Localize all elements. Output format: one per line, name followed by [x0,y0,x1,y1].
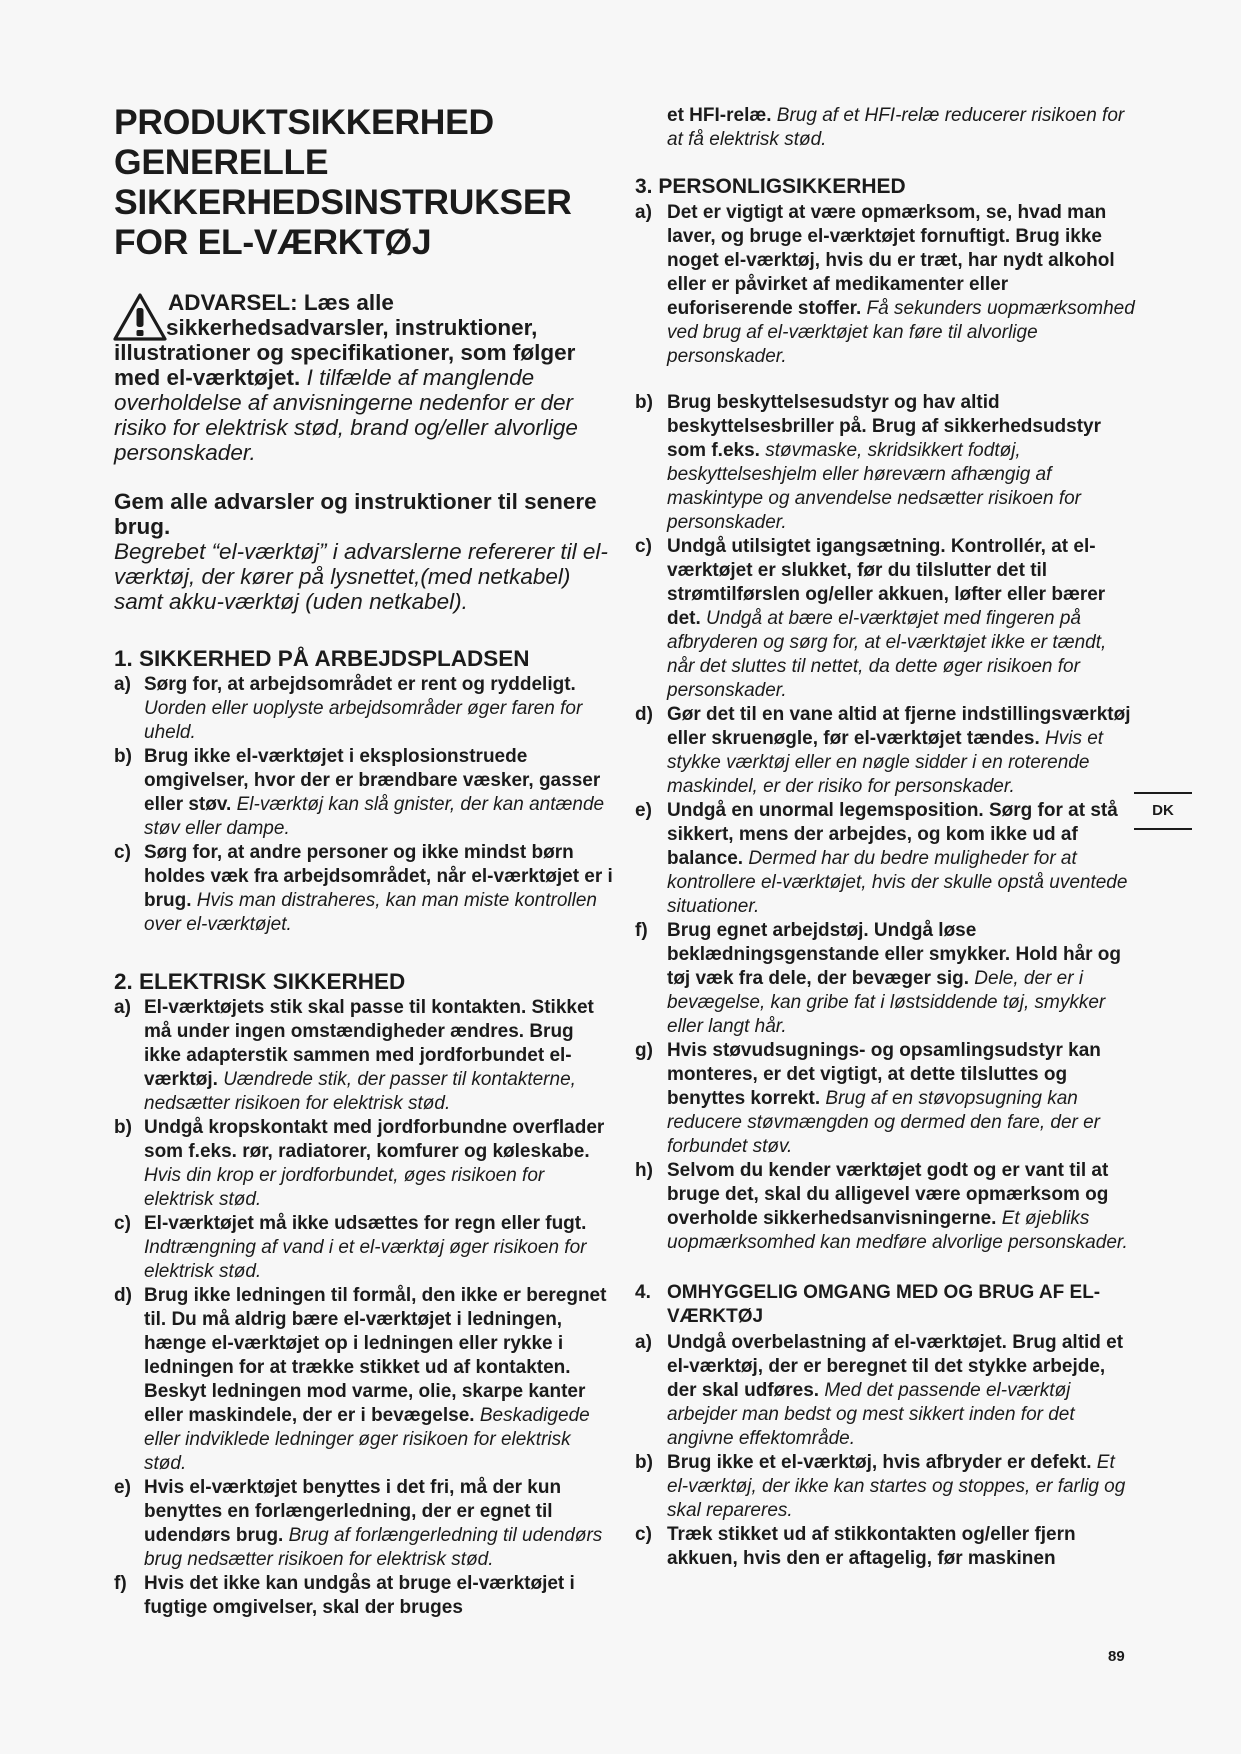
warning-heading: ADVARSEL: Læs alle [168,290,394,315]
item-italic: Hvis et stykke værktøj eller en nøgle sidder i en roterende maskindel, er der risiko for personskader. [667,728,1104,797]
warning-triangle-icon [112,292,168,342]
title-line: FOR EL-VÆRKTØJ [114,222,432,262]
list-item [635,1039,1135,1159]
section-4 [635,1281,1135,1571]
item-label: a) [635,202,652,223]
warning-italic: I tilfælde af manglende overholdelse af anvisningerne nedenfor er der risiko for elektrisk stød, brand og/eller alvorlige personskader. [114,365,578,465]
section-title: 1. SIKKERHED PÅ ARBEJDSPLADSEN [114,646,530,671]
section-title: 2. ELEKTRISK SIKKERHED [114,969,406,994]
item-label: a) [114,997,131,1018]
item-bold: Selvom du kender værktøjet godt og er vant til at bruge det, skal du alligevel være opmærksom og overholde sikkerhedsanvisningerne. [667,1160,1109,1229]
item-label: a) [114,674,131,695]
section-3 [635,174,1135,1255]
item-italic: Et øjebliks uopmærksomhed kan medføre alvorlige personskader. [667,1208,1128,1253]
item-italic: Uændrede stik, der passer til kontakterne, nedsætter risikoen for elektrisk stød. [144,1069,576,1114]
continued-item [635,104,1135,152]
item-italic: Med det passende el-værktøj arbejder man bedst og mest sikkert inden for det angivne effektområde. [667,1380,1075,1449]
list-item [114,1212,614,1284]
item-label: b) [114,1117,132,1138]
list-item [114,745,614,841]
list-item [635,799,1135,919]
item-italic: Hvis man distraheres, kan man miste kontrollen over el-værktøjet. [144,890,597,935]
list-item [114,673,614,745]
item-label: f) [635,920,648,941]
item-italic: Dermed har du bedre muligheder for at kontrollere el-værktøjet, hvis der skulle opstå uventede situationer. [667,848,1128,917]
list-item [635,1451,1135,1523]
title-line: PRODUKTSIKKERHED [114,102,494,142]
item-label: h) [635,1160,653,1181]
section-1 [114,646,614,937]
item-bold: Undgå kropskontakt med jordforbundne overflader som f.eks. rør, radiatorer, komfurer og køleskabe. [144,1117,605,1162]
list-item [114,1116,614,1212]
divider [1134,792,1192,794]
item-bold: Det er vigtigt at være opmærksom, se, hvad man laver, og bruge el-værktøjet fornuftigt. Brug ikke noget el-værktøj, hvis du er træt, har nydt alkohol eller er påvirket af medikamenter eller euforiserende stoffer. [667,202,1115,319]
warning-heading-2: sikkerhedsadvarsler, instruktioner, [166,315,538,340]
section-number: 4. [635,1282,651,1303]
list-item [635,1159,1135,1255]
list-item [635,201,1135,369]
section-2 [114,969,614,1620]
list-item [114,841,614,937]
item-bold: Brug egnet arbejdstøj. Undgå løse beklædningsgenstande eller smykker. Hold hår og tøj væk fra dele, der bevæger sig. [667,920,1122,989]
item-italic: Få sekunders uopmærksomhed ved brug af el-værktøjet kan føre til alvorlige personskader. [667,298,1135,367]
list-item [114,1572,614,1620]
item-bold: Brug beskyttelsesudstyr og hav altid beskyttelsesbriller på. Brug af sikkerhedsudstyr som f.eks. [667,392,1102,461]
page-title [114,102,614,262]
item-italic: Indtrængning af vand i et el-værktøj øger risikoen for elektrisk stød. [144,1237,587,1282]
item-italic: Et el-værktøj, der ikke kan startes og stoppes, er farlig og skal repareres. [667,1452,1126,1521]
section-title-text: OMHYGGELIG OMGANG MED OG BRUG AF EL-VÆRKTØJ [667,1282,1101,1327]
item-bold: Gør det til en vane altid at fjerne indstillingsværktøj eller skruenøgle, før el-værktøjet tændes. [667,704,1131,749]
divider [1134,828,1192,830]
item-label: c) [635,536,652,557]
list-item [635,1331,1135,1451]
page-number: 89 [1108,1648,1125,1665]
list-item [635,535,1135,703]
item-italic: Dele, der er i bevægelse, kan gribe fat i løstsiddende tøj, smykker eller langt hår. [667,968,1106,1037]
item-label: e) [635,800,652,821]
item-bold: Undgå utilsigtet igangsætning. Kontrollér, at el-værktøjet er slukket, før du tilslutter det til strømtilførslen og/eller akkuen, løfter eller bærer det. [667,536,1106,629]
item-bold: Brug ikke el-værktøjet i eksplosionstruede omgivelser, hvor der er brændbare væsker, gasser eller støv. [144,746,601,815]
item-label: d) [114,1285,132,1306]
item-bold: Sørg for, at arbejdsområdet er rent og ryddeligt. [144,674,576,695]
item-italic: Brug af et HFI-relæ reducerer risikoen for at få elektrisk stød. [667,105,1125,150]
item-italic: Brug af forlængerledning til udendørs brug nedsætter risikoen for elektrisk stød. [144,1525,603,1570]
item-bold: Undgå overbelastning af el-værktøjet. Brug altid et el-værktøj, der er beregnet til det stykke arbejde, der skal udføres. [667,1332,1124,1401]
language-label: DK [1152,802,1174,819]
keep-instructions-bold: Gem alle advarsler og instruktioner til senere brug. [114,489,597,539]
language-tab [1134,792,1192,830]
item-bold: Træk stikket ud af stikkontakten og/eller fjern akkuen, hvis den er aftagelig, før maskinen [667,1524,1076,1569]
item-label: d) [635,704,653,725]
item-label: b) [635,1452,653,1473]
item-italic: Hvis din krop er jordforbundet, øges risikoen for elektrisk stød. [144,1165,545,1210]
list-item [635,919,1135,1039]
item-label: e) [114,1477,131,1498]
left-column [114,102,614,1620]
item-italic: Uorden eller uoplyste arbejdsområder øger faren for uheld. [144,698,583,743]
item-bold: Hvis støvudsugnings- og opsamlingsudstyr kan monteres, er det vigtigt, at dette tilsluttes og benyttes korrekt. [667,1040,1101,1109]
item-label: g) [635,1040,653,1061]
list-item [114,1284,614,1476]
item-bold: El-værktøjet må ikke udsættes for regn eller fugt. [144,1213,587,1234]
list-item [114,996,614,1116]
item-bold: Brug ikke et el-værktøj, hvis afbryder er defekt. [667,1452,1092,1473]
item-label: b) [635,392,653,413]
item-bold: et HFI-relæ. [667,105,772,126]
section-title: 3. PERSONLIGSIKKERHED [635,175,906,198]
item-label: f) [114,1573,127,1594]
item-label: c) [114,842,131,863]
list-item [635,391,1135,535]
item-label: a) [635,1332,652,1353]
item-italic: støvmaske, skridsikkert fodtøj, beskyttelseshjelm eller høreværn afhængig af maskintype og anvendelse nedsætter risikoen for personskader. [667,440,1082,533]
item-bold: Brug ikke ledningen til formål, den ikke er beregnet til. Du må aldrig bære el-værktøjet i ledningen, hænge el-værktøjet op i ledningen eller rykke i ledningen for at trække stikket ud af kontakten. Beskyt ledningen mod varme, olie, skarpe kanter eller maskindele, der er i bevægelse. [144,1285,607,1426]
item-bold: Undgå en unormal legemsposition. Sørg for at stå sikkert, mens der arbejdes, og kom ikke ud af balance. [667,800,1118,869]
title-line: GENERELLE [114,142,329,182]
item-italic: Brug af en støvopsugning kan reducere støvmængden og dermed den fare, der er forbundet støv. [667,1088,1101,1157]
item-bold: Sørg for, at andre personer og ikke mindst børn holdes væk fra arbejdsområdet, når el-værktøjet er i brug. [144,842,613,911]
item-label: c) [114,1213,131,1234]
item-label: c) [635,1524,652,1545]
title-line: SIKKERHEDSINSTRUKSER [114,182,572,222]
warning-text [114,340,614,465]
keep-instructions [114,489,614,614]
section-title [635,1281,1135,1329]
item-label: b) [114,746,132,767]
right-column [635,104,1135,1571]
item-italic: Beskadigede eller indviklede ledninger øger risikoen for elektrisk stød. [144,1405,590,1474]
item-bold: El-værktøjets stik skal passe til kontakten. Stikket må under ingen omstændigheder ændres. Brug ikke adapterstik sammen med jordforbundet el-værktøj. [144,997,594,1090]
warning-block [114,290,614,465]
list-item [114,1476,614,1572]
item-bold: Hvis el-værktøjet benyttes i det fri, må der kun benyttes en forlængerledning, der er egnet til udendørs brug. [144,1477,562,1546]
list-item [635,1523,1135,1571]
list-item [635,703,1135,799]
warning-bold: illustrationer og specifikationer, som følger med el-værktøjet. [114,340,576,390]
item-italic: El-værktøj kan slå gnister, der kan antænde støv eller dampe. [144,794,605,839]
item-bold: Hvis det ikke kan undgås at bruge el-værktøjet i fugtige omgivelser, skal der bruges [144,1573,575,1618]
keep-instructions-italic: Begrebet “el-værktøj” i advarslerne refererer til el-værktøj, der kører på lysnettet,(med netkabel) samt akku-værktøj (uden netkabel). [114,539,608,614]
item-italic: Undgå at bære el-værktøjet med fingeren på afbryderen og sørg for, at el-værktøjet ikke er tændt, når det sluttes til nettet, da dette øger risikoen for personskader. [667,608,1107,701]
